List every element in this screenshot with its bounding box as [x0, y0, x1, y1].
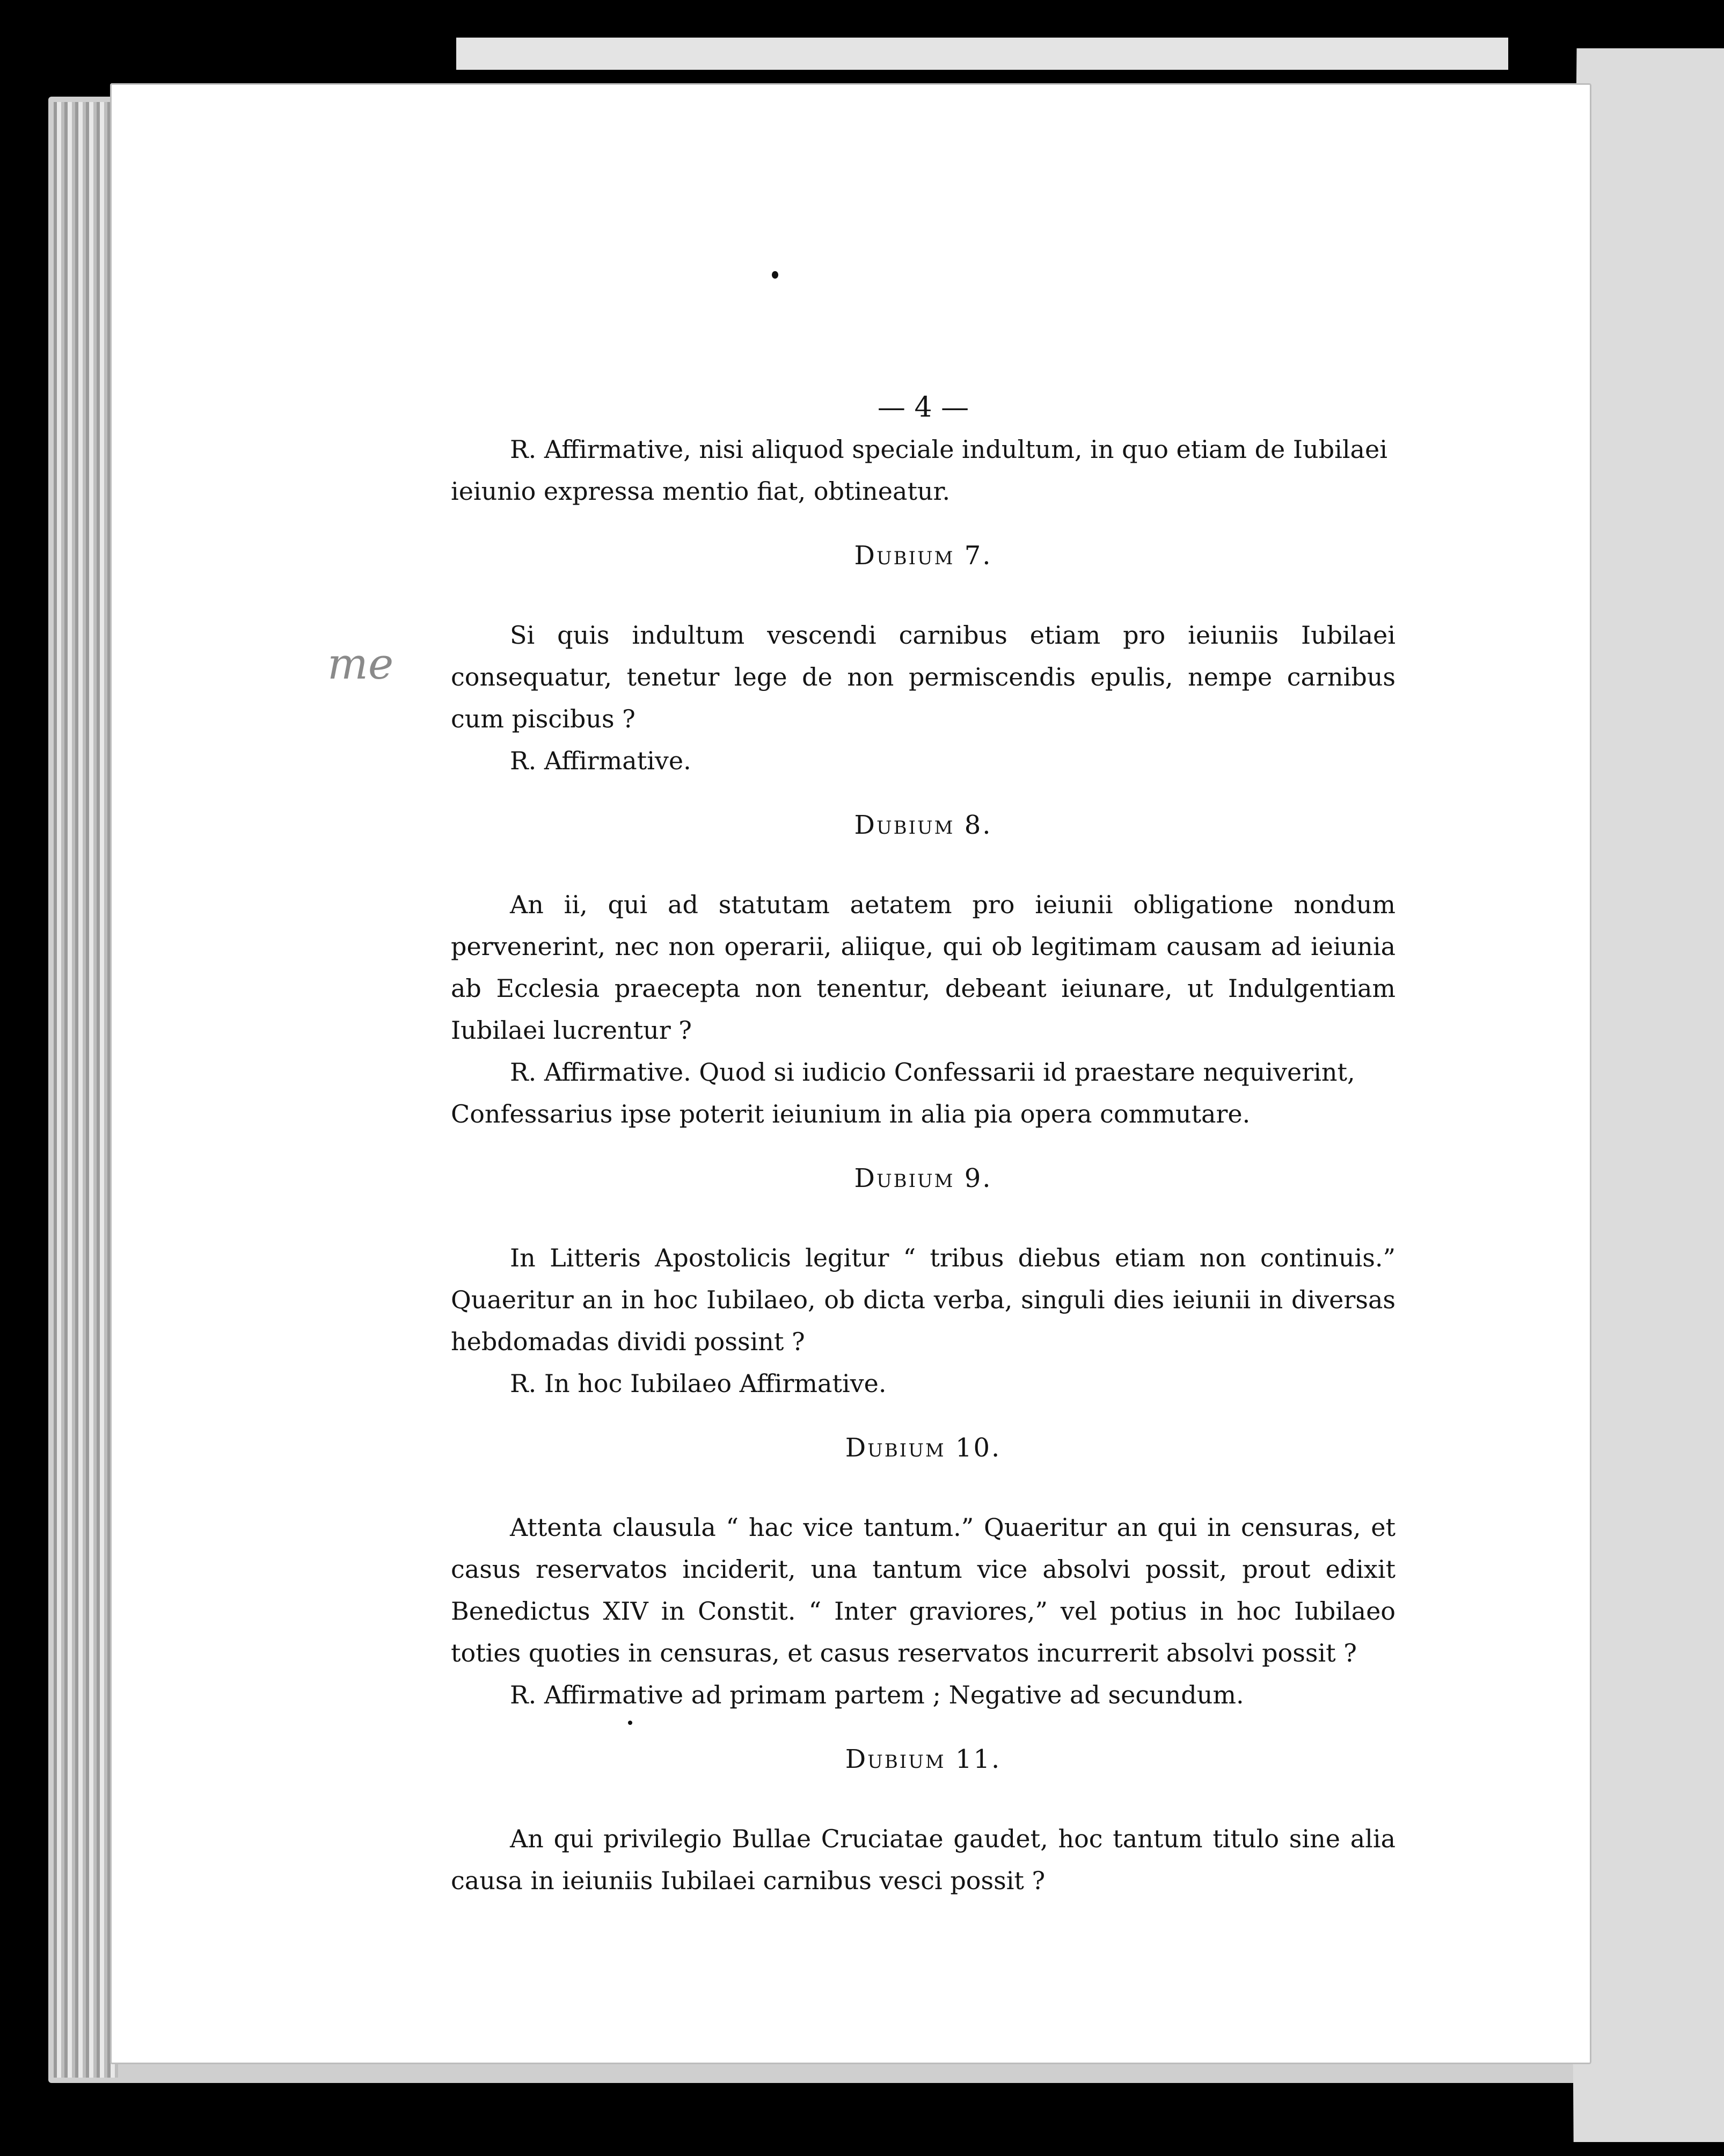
dubium-heading: Dubium 10.: [845, 1433, 1002, 1463]
response-paragraph: R. Affirmative.: [510, 746, 691, 775]
dubium-heading: Dubium 11.: [845, 1744, 1002, 1774]
ink-speck: [772, 271, 778, 279]
dubium-heading: Dubium 7.: [854, 541, 992, 571]
response-paragraph: R. Affirmative, nisi aliquod speciale indultum, in quo etiam de Iubilaei ieiunio expressa mentio fiat, obtineatur.: [451, 435, 1387, 506]
question-paragraph: Attenta clausula “ hac vice tantum.” Quaeritur an qui in censuras, et casus reservatos inciderit, una tantum vice absolvi possit, prout edixit Benedictus XIV in Constit. “ Inter graviores,” vel potius in hoc Iubilaeo toties quoties in censuras, et casus reservatos incurrerit absolvi possit ?: [451, 1513, 1396, 1667]
question-paragraph: An ii, qui ad statutam aetatem pro ieiunii obligatione nondum pervenerint, nec non operarii, aliique, qui ob legitimam causam ad ieiunia ab Ecclesia praecepta non tenentur, debeant ieiunare, ut Indulgentiam Iubilaei lucrentur ?: [451, 890, 1396, 1045]
top-page-edge: [456, 38, 1508, 70]
page-edge-stack: [54, 102, 118, 2078]
handwritten-margin-note: me: [327, 639, 394, 689]
page-number: — 4 —: [877, 391, 969, 424]
question-paragraph: An qui privilegio Bullae Cruciatae gaudet, hoc tantum titulo sine alia causa in ieiuniis Iubilaei carnibus vesci possit ?: [451, 1824, 1396, 1895]
question-paragraph: Si quis indultum vescendi carnibus etiam pro ieiuniis Iubilaei consequatur, tenetur lege de non permiscendis epulis, nempe carnibus cum piscibus ?: [451, 621, 1396, 733]
response-paragraph: R. Affirmative. Quod si iudicio Confessarii id praestare nequiverint, Confessarius ipse poterit ieiunium in alia pia opera commutare.: [451, 1058, 1355, 1128]
dubium-heading: Dubium 8.: [854, 810, 992, 840]
question-paragraph: In Litteris Apostolicis legitur “ tribus diebus etiam non continuis.” Quaeritur an in hoc Iubilaeo, ob dicta verba, singuli dies ieiunii in diversas hebdomadas dividi possint ?: [451, 1243, 1396, 1356]
response-paragraph: R. In hoc Iubilaeo Affirmative.: [510, 1369, 887, 1398]
response-paragraph: R. Affirmative ad primam partem ; Negative ad secundum.: [510, 1680, 1244, 1709]
dubium-heading: Dubium 9.: [854, 1163, 992, 1193]
document-text: [451, 387, 1396, 1902]
